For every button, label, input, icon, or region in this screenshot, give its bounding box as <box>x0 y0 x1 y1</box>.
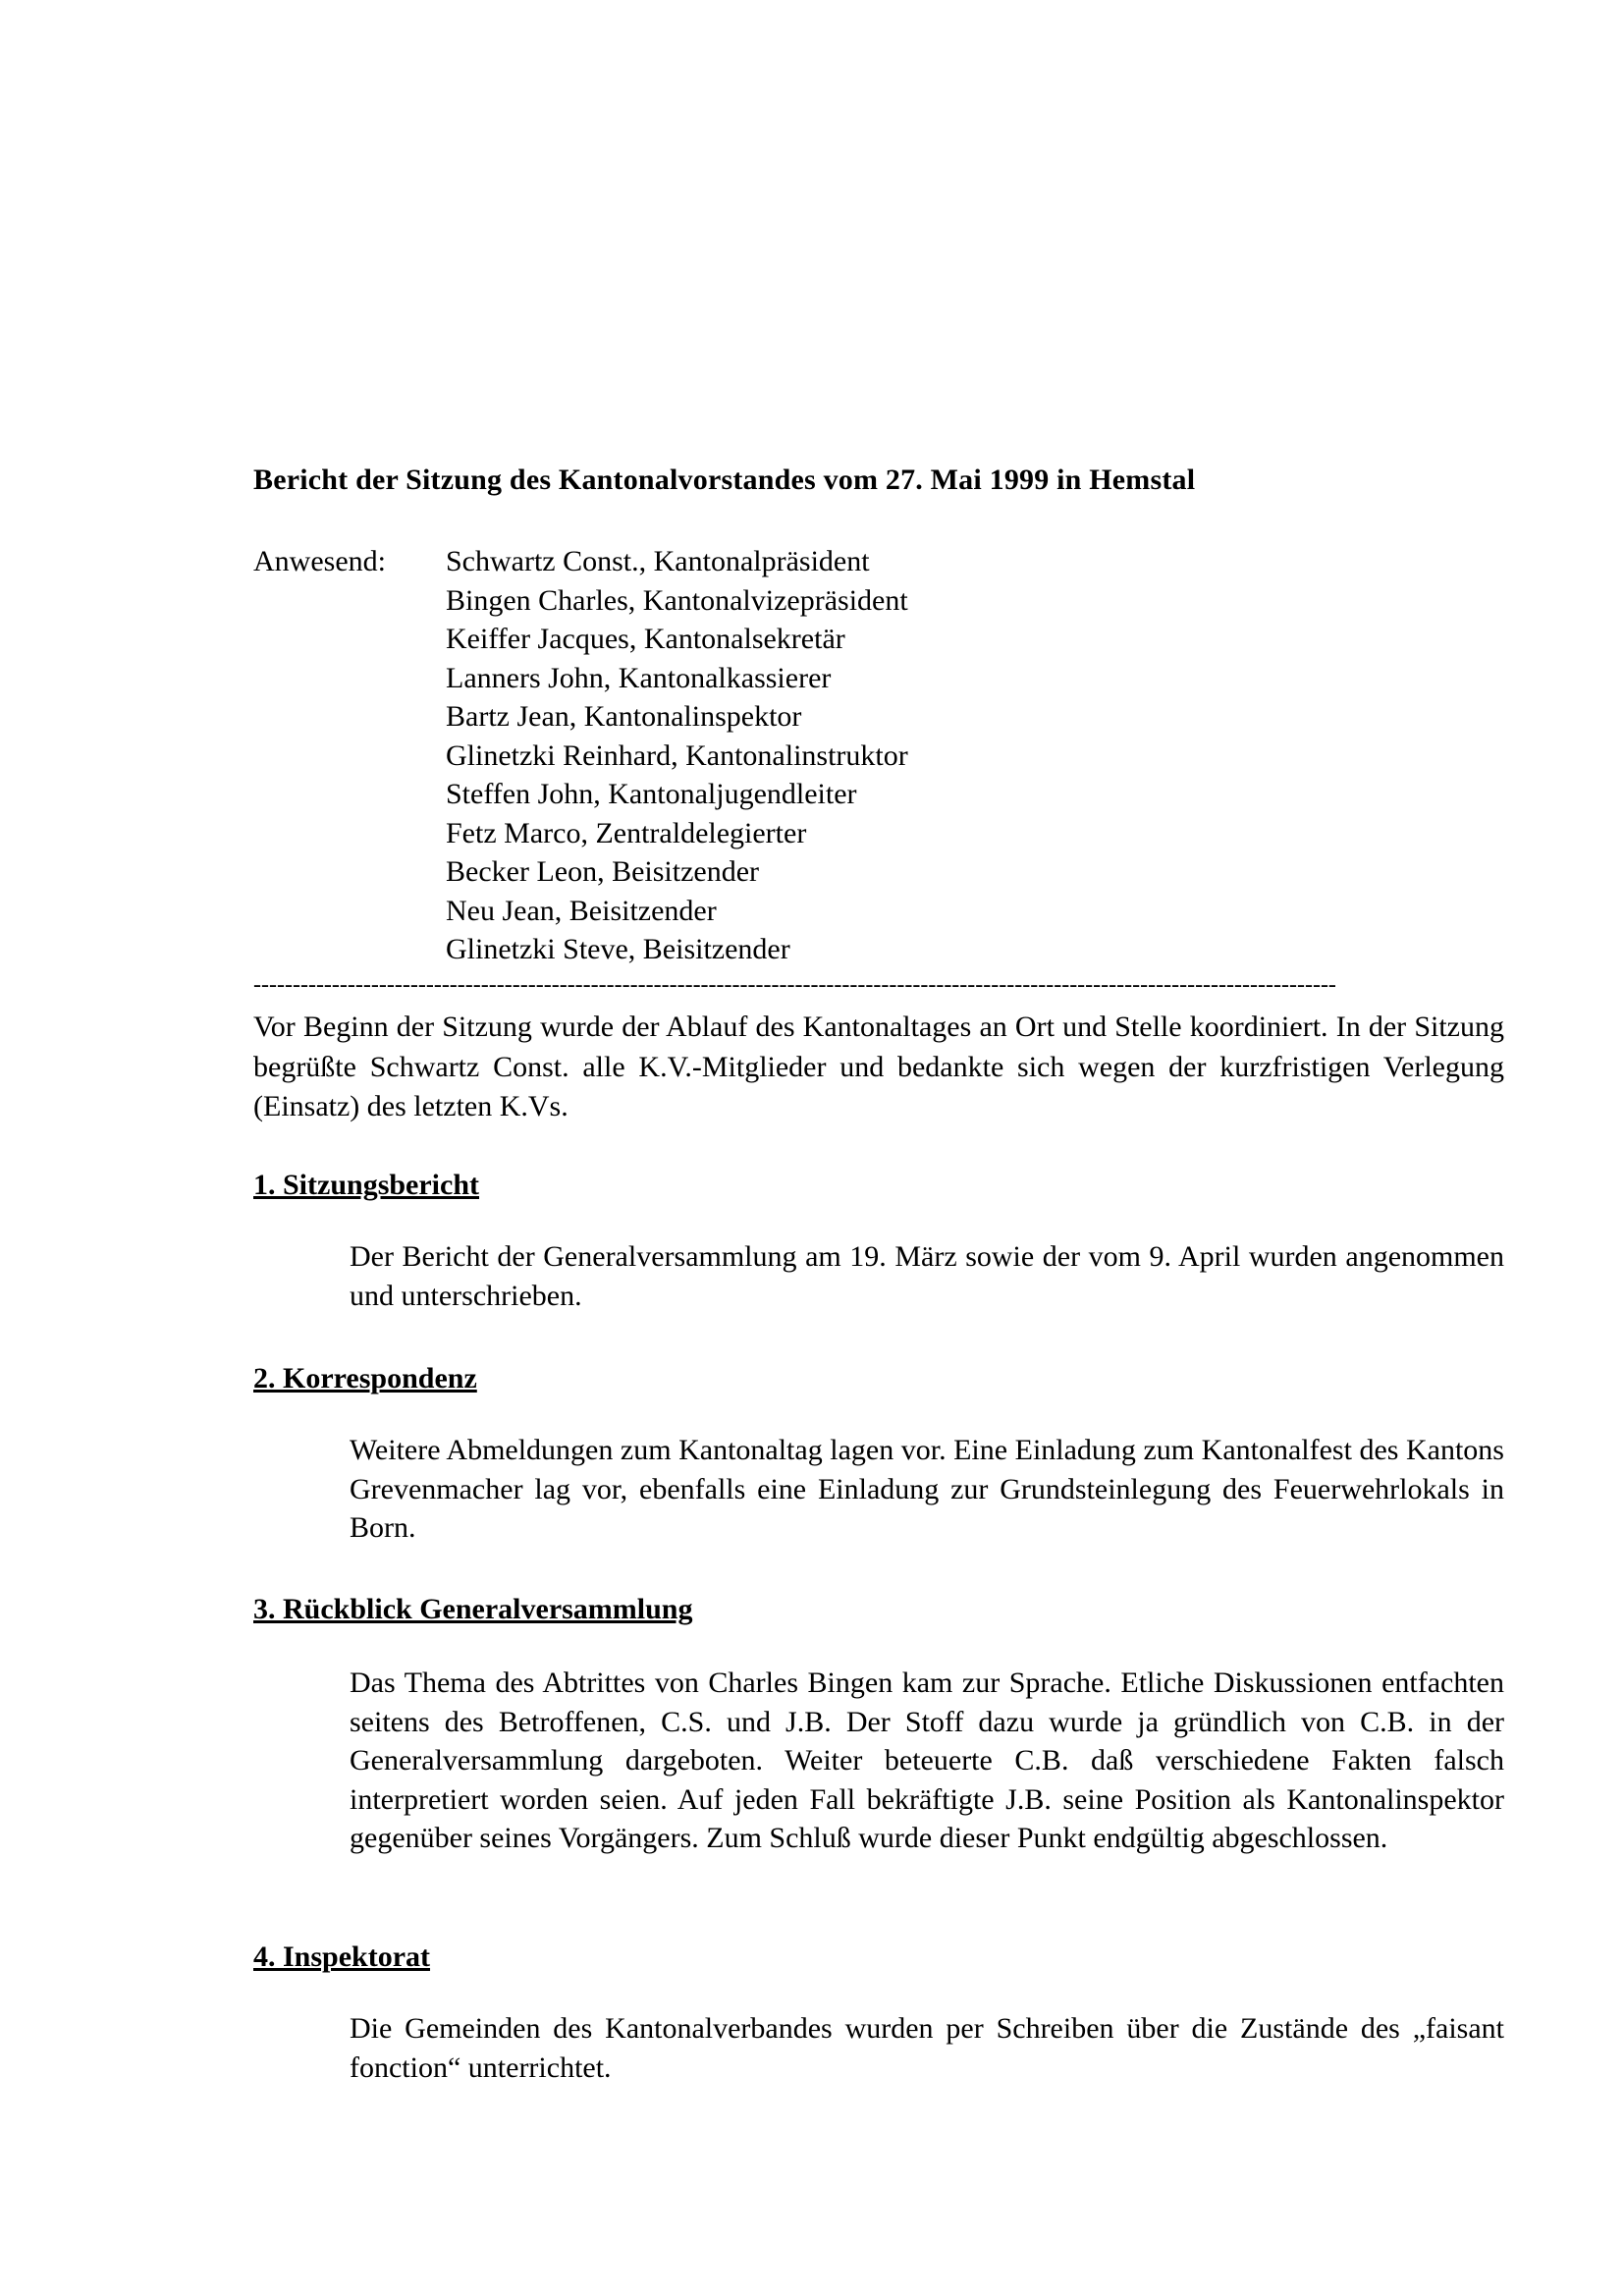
section-heading-korrespondenz: 2. Korrespondenz <box>253 1362 477 1394</box>
attendee: Keiffer Jacques, Kantonalsekretär <box>446 623 845 655</box>
attendee: Bartz Jean, Kantonalinspektor <box>446 700 802 733</box>
document-title: Bericht der Sitzung des Kantonalvorstandes vom 27. Mai 1999 in Hemstal <box>253 464 1196 496</box>
section-heading-sitzungsbericht: 1. Sitzungsbericht <box>253 1169 480 1201</box>
section-heading-inspektorat: 4. Inspektorat <box>253 1941 431 1973</box>
section-body-sitzungsbericht: Der Bericht der Generalversammlung am 19. März sowie der vom 9. April wurden angenommen und unterschrieben. <box>350 1240 1504 1312</box>
attendee: Bingen Charles, Kantonalvizepräsident <box>446 583 908 617</box>
attendee: Glinetzki Reinhard, Kantonalinstruktor <box>446 738 908 772</box>
section-body-rueckblick: Das Thema des Abtrittes von Charles Bingen kam zur Sprache. Etliche Diskussionen entfachten seitens des Betroffenen, C.S. und J.B. Der Stoff dazu wurde ja gründlich von C.B. in der Generalversammlung dargeboten. Weiter beteuerte C.B. daß verschiedene Fakten falsch interpretiert worden seien. Auf jeden Fall bekräftigte J.B. seine Position als Kantonalinspektor gegenüber seines Vorgängers. Zum Schluß wurde dieser Punkt endgültig abgeschlossen. <box>350 1667 1504 1854</box>
attendee: Glinetzki Steve, Beisitzender <box>446 933 790 965</box>
attendance-list <box>446 542 908 969</box>
attendee: Steffen John, Kantonaljugendleiter <box>446 778 857 810</box>
attendee: Fetz Marco, Zentraldelegierter <box>446 816 807 849</box>
dashed-separator: ------------------------------------------------------------------------------------------------------------------------------------------ <box>253 972 1336 998</box>
attendee: Neu Jean, Beisitzender <box>446 894 717 927</box>
attendee: Schwartz Const., Kantonalpräsident <box>446 545 870 577</box>
attendee: Lanners John, Kantonalkassierer <box>446 661 832 694</box>
intro-paragraph: Vor Beginn der Sitzung wurde der Ablauf des Kantonaltages an Ort und Stelle koordiniert. In der Sitzung begrüßte Schwartz Const. alle K.V.-Mitglieder und bedankte sich wegen der kurzfristigen Verlegung (Einsatz) des letzten K.Vs. <box>253 1011 1504 1122</box>
section-heading-rueckblick: 3. Rückblick Generalversammlung <box>253 1593 693 1625</box>
section-body-inspektorat: Die Gemeinden des Kantonalverbandes wurden per Schreiben über die Zustände des „faisant fonction“ unterrichtet. <box>350 2012 1504 2084</box>
attendee: Becker Leon, Beisitzender <box>446 855 760 888</box>
section-body-korrespondenz: Weitere Abmeldungen zum Kantonaltag lagen vor. Eine Einladung zum Kantonalfest des Kantons Grevenmacher lag vor, ebenfalls eine Einladung zur Grundsteinlegung des Feuerwehrlokals in Born. <box>350 1434 1504 1544</box>
attendance-label: Anwesend: <box>253 545 386 577</box>
